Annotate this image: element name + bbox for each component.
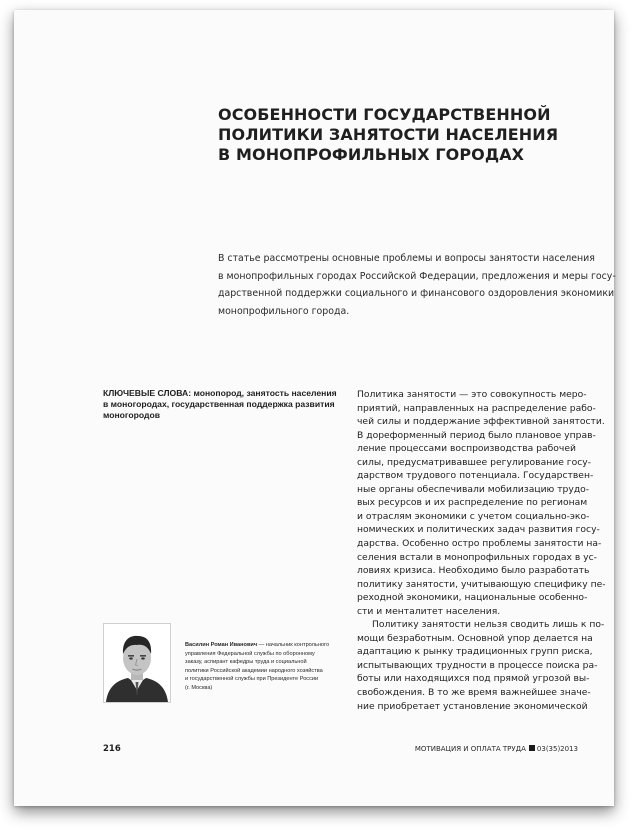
body-line: дарством трудового потенциала. Государствен- xyxy=(357,470,594,482)
journal-footer xyxy=(415,745,578,753)
author-info xyxy=(185,641,335,693)
author-photo xyxy=(103,623,171,703)
keywords-block xyxy=(103,388,337,421)
body-line: чей силы и поддержание эффективной занятости. xyxy=(357,416,605,428)
body-line: В дореформенный период было плановое управ- xyxy=(357,429,596,441)
author-bio-line: управления Федеральной службы по оборонному xyxy=(185,650,315,657)
body-line-paragraph-start: Политику занятости нельзя сводить лишь к по- xyxy=(372,619,605,631)
abstract-line: монопрофильного города. xyxy=(218,305,350,317)
article-title xyxy=(218,105,578,165)
body-line: реходной экономики, национальные особеннo- xyxy=(357,592,588,604)
abstract-line: В статье рассмотрены основные проблемы и вопросы занятости населения xyxy=(218,253,595,264)
author-bio-line: заказу, аспирант кафедры труда и социальной xyxy=(185,659,307,666)
keywords-line: моногородов xyxy=(103,410,161,420)
page-number: 216 xyxy=(103,744,121,754)
body-line: дарства. Особенно остро проблемы занятости на- xyxy=(357,538,602,550)
title-line: ПОЛИТИКИ ЗАНЯТОСТИ НАСЕЛЕНИЯ xyxy=(218,125,559,144)
abstract-line: дарственной поддержки социального и финансового оздоровления экономики xyxy=(218,288,615,299)
body-line: ловиях кризиса. Необходимо было разработать xyxy=(357,565,590,577)
body-line: адаптацию к рынку традиционных групп риска, xyxy=(357,646,593,658)
body-line: вых ресурсов и их распределение по регионам xyxy=(357,497,588,509)
body-line: боты или находящихся под прямой угрозой вы- xyxy=(357,673,590,685)
body-line: и отраслям экономики с учетом социально-эко- xyxy=(357,510,590,522)
author-bio-line: (г. Москва) xyxy=(185,684,213,691)
body-line: ление процессами воспроизводства рабочей xyxy=(357,443,576,455)
body-line: приятий, направленных на распределение рабо- xyxy=(357,402,596,414)
author-name: Василин Роман Иванович xyxy=(185,642,258,648)
author-first-line xyxy=(185,641,335,650)
author-portrait-image xyxy=(104,624,170,702)
author-bio-line: политики Российской академии народного хозяйства xyxy=(185,667,323,674)
journal-name: МОТИВАЦИЯ И ОПЛАТА ТРУДА xyxy=(414,745,526,753)
journal-page xyxy=(14,10,614,806)
body-line: ние приобретает установление экономической xyxy=(357,700,588,712)
keywords-line: КЛЮЧЕВЫЕ СЛОВА: монопород, занятость населения xyxy=(103,388,337,398)
body-line: силы, предусматривавшее регулирование госу- xyxy=(357,456,592,468)
title-line: ОСОБЕННОСТИ ГОСУДАРСТВЕННОЙ xyxy=(218,105,551,124)
body-line: селения встали в монопрофильных городах в ус- xyxy=(357,551,597,563)
title-line: В МОНОПРОФИЛЬНЫХ ГОРОДАХ xyxy=(218,145,525,164)
body-line: испытывающих трудности в процессе поиска ра- xyxy=(357,659,598,671)
article-body xyxy=(357,388,606,713)
body-line: ные органы обеспечивали мобилизацию трудо- xyxy=(357,483,590,495)
body-line: свобождения. В то же время важнейшее значе- xyxy=(357,687,591,699)
body-line: номических и политических задач развития госу- xyxy=(357,524,600,536)
body-line: политику занятости, учитывающую специфику пе- xyxy=(357,578,606,590)
keywords-line: в моногородах, государственная поддержка развития xyxy=(103,399,335,409)
author-bio-line: и государственной службы при Президенте России xyxy=(185,676,319,683)
article-abstract xyxy=(218,250,616,320)
body-line: Политика занятости — это совокупность меро- xyxy=(357,389,587,400)
body-line: сти и менталитет населения. xyxy=(357,605,501,617)
journal-issue: 03(35)2013 xyxy=(536,745,578,753)
abstract-line: в монопрофильных городах Российской Федерации, предложения и меры госу- xyxy=(218,270,616,282)
body-line: мощи безработным. Основной упор делается на xyxy=(357,632,593,644)
author-bio-first: — начальник контрольного xyxy=(257,642,330,648)
square-separator-icon xyxy=(529,745,535,751)
